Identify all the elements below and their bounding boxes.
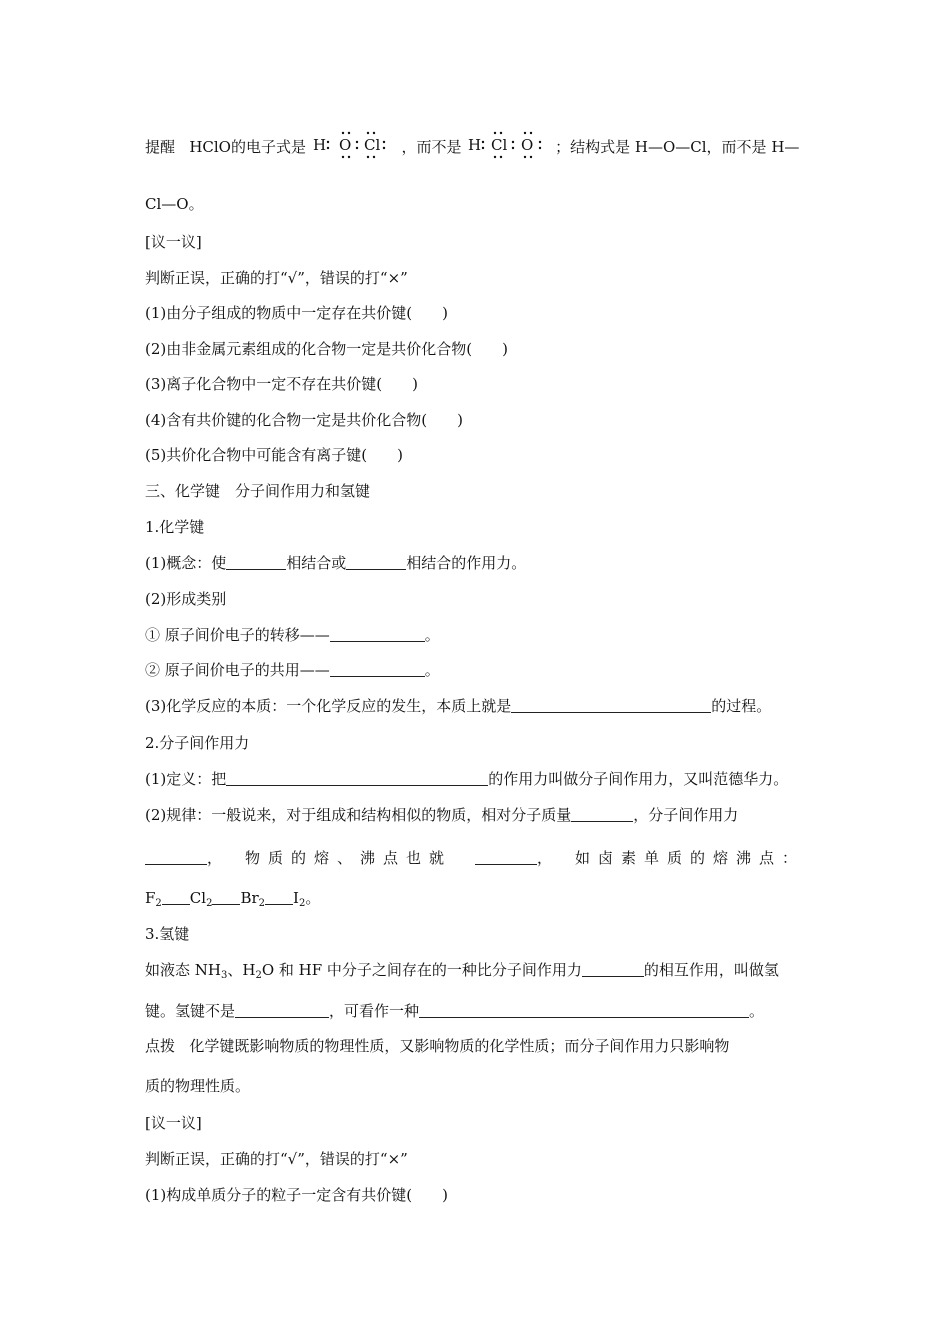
type-sharing-text: ② 原子间价电子的共用—— — [145, 661, 330, 679]
hbond-line-2 — [145, 1001, 764, 1021]
discuss1-item-5: (5)共价化合物中可能含有离子键( ) — [145, 446, 403, 464]
concept-text-b: 相结合或 — [286, 554, 347, 572]
hbond-text-a: 如液态 NH — [145, 961, 221, 979]
rule-text-c: ， — [207, 849, 223, 867]
blank-transfer[interactable] — [330, 626, 425, 642]
hbond-text-e: 键。氢键不是 — [145, 1002, 236, 1020]
halogen-br: Br — [240, 889, 259, 907]
blank-rule-force[interactable] — [145, 849, 207, 865]
tip-continuation: Cl—O。 — [145, 195, 204, 213]
halogen-br-sub: 2 — [258, 898, 266, 909]
blank-rule-mass[interactable] — [571, 806, 633, 822]
hbond-line-1 — [145, 960, 779, 986]
discuss1-instruction: 判断正误，正确的打“√”，错误的打“×” — [145, 269, 408, 287]
svg-text:H: H — [468, 136, 482, 154]
essence-text-a: (3)化学反应的本质：一个化学反应的发生，本质上就是 — [145, 697, 512, 715]
rule-text-b: ，分子间作用力 — [633, 806, 739, 824]
hbond-sub-2: 2 — [255, 970, 262, 981]
tip-text-c: ；结构式是 H—O—Cl，而不是 H— — [555, 138, 800, 156]
essence-text-b: 的过程。 — [711, 697, 772, 715]
section3-2-heading: 2.分子间作用力 — [145, 734, 250, 752]
blank-sharing[interactable] — [330, 661, 425, 677]
blank-definition[interactable] — [226, 770, 488, 786]
discuss1-item-4: (4)含有共价键的化合物一定是共价化合物( ) — [145, 411, 463, 429]
tip-text-b: ，而不是 — [401, 138, 462, 156]
note-label: 点拨 — [145, 1037, 176, 1055]
halogen-i: I — [293, 889, 299, 907]
rule-text-f: 如卤素单质的熔沸点： — [574, 849, 805, 867]
essence-line — [145, 696, 771, 716]
halogen-i-sub: 2 — [298, 898, 306, 909]
concept-line — [145, 553, 526, 573]
discuss2-header: [议一议] — [145, 1114, 202, 1132]
electron-formula-wrong-svg — [466, 130, 550, 160]
svg-text:Cl: Cl — [363, 136, 381, 154]
concept-text-a: (1)概念：使 — [145, 554, 227, 572]
electron-formula-correct-svg — [311, 130, 397, 160]
note-text-a: 化学键既影响物质的物理性质，又影响物质的化学性质；而分子间作用力只影响物 — [189, 1037, 730, 1055]
tip-label: 提醒 — [145, 138, 176, 156]
blank-hbond-strength[interactable] — [582, 961, 644, 977]
svg-text:H: H — [312, 136, 326, 154]
definition-line — [145, 769, 788, 789]
blank-essence[interactable] — [511, 697, 711, 713]
rule-line-2 — [145, 848, 805, 868]
halogen-f-sub: 2 — [155, 898, 162, 909]
halogen-line — [145, 888, 320, 914]
electron-formula-correct — [311, 136, 397, 156]
halogen-end: 。 — [305, 889, 321, 907]
discuss2-instruction: 判断正误，正确的打“√”，错误的打“×” — [145, 1150, 408, 1168]
blank-rule-point[interactable] — [475, 849, 537, 865]
rule-text-e: ， — [536, 849, 552, 867]
blank-halogen-2[interactable] — [212, 889, 240, 905]
blank-concept-2[interactable] — [346, 554, 406, 570]
discuss1-header: [议一议] — [145, 233, 202, 251]
halogen-f: F — [145, 889, 156, 907]
definition-text-a: (1)定义：把 — [145, 770, 227, 788]
hbond-sub-3: 3 — [220, 970, 228, 981]
hbond-text-f: ，可看作一种 — [329, 1002, 420, 1020]
halogen-cl-sub: 2 — [206, 898, 213, 909]
types-heading: (2)形成类别 — [145, 590, 227, 608]
type-sharing-line — [145, 660, 440, 680]
section3-1-heading: 1.化学键 — [145, 518, 205, 536]
svg-text:O: O — [521, 136, 534, 154]
note-line-1 — [145, 1036, 729, 1056]
electron-formula-wrong — [466, 136, 550, 156]
hbond-text-b: 、H — [227, 961, 256, 979]
rule-text-d: 物质的熔、沸点也就 — [244, 849, 452, 867]
svg-text:Cl: Cl — [491, 136, 508, 154]
rule-text-a: (2)规律：一般说来，对于组成和结构相似的物质，相对分子质量 — [145, 806, 572, 824]
blank-concept-1[interactable] — [226, 554, 286, 570]
discuss1-item-2: (2)由非金属元素组成的化合物一定是共价化合物( ) — [145, 340, 508, 358]
section3-title: 三、化学键 分子间作用力和氢键 — [145, 482, 371, 500]
blank-hbond-not[interactable] — [235, 1002, 329, 1018]
tip-text-a: HClO的电子式是 — [189, 138, 306, 156]
type-transfer-end: 。 — [424, 626, 440, 644]
type-sharing-end: 。 — [424, 661, 440, 679]
svg-text:O: O — [338, 136, 352, 154]
discuss1-item-1: (1)由分子组成的物质中一定存在共价键( ) — [145, 304, 448, 322]
hbond-text-g: 。 — [749, 1002, 765, 1020]
blank-halogen-3[interactable] — [265, 889, 293, 905]
hbond-text-d: 的相互作用，叫做氢 — [643, 961, 779, 979]
halogen-cl: Cl — [189, 889, 207, 907]
type-transfer-text: ① 原子间价电子的转移—— — [145, 626, 330, 644]
discuss2-item-1: (1)构成单质分子的粒子一定含有共价键( ) — [145, 1186, 448, 1204]
note-line-2: 质的物理性质。 — [145, 1077, 251, 1095]
definition-text-b: 的作用力叫做分子间作用力，又叫范德华力。 — [488, 770, 789, 788]
type-transfer-line — [145, 625, 440, 645]
blank-hbond-kind[interactable] — [419, 1002, 749, 1018]
tip-line — [145, 136, 799, 157]
concept-text-c: 相结合的作用力。 — [406, 554, 527, 572]
blank-halogen-1[interactable] — [162, 889, 190, 905]
discuss1-item-3: (3)离子化合物中一定不存在共价键( ) — [145, 375, 418, 393]
section3-3-heading: 3.氢键 — [145, 925, 190, 943]
hbond-text-c: O 和 HF 中分子之间存在的一种比分子间作用力 — [261, 961, 582, 979]
rule-line-1 — [145, 805, 738, 825]
